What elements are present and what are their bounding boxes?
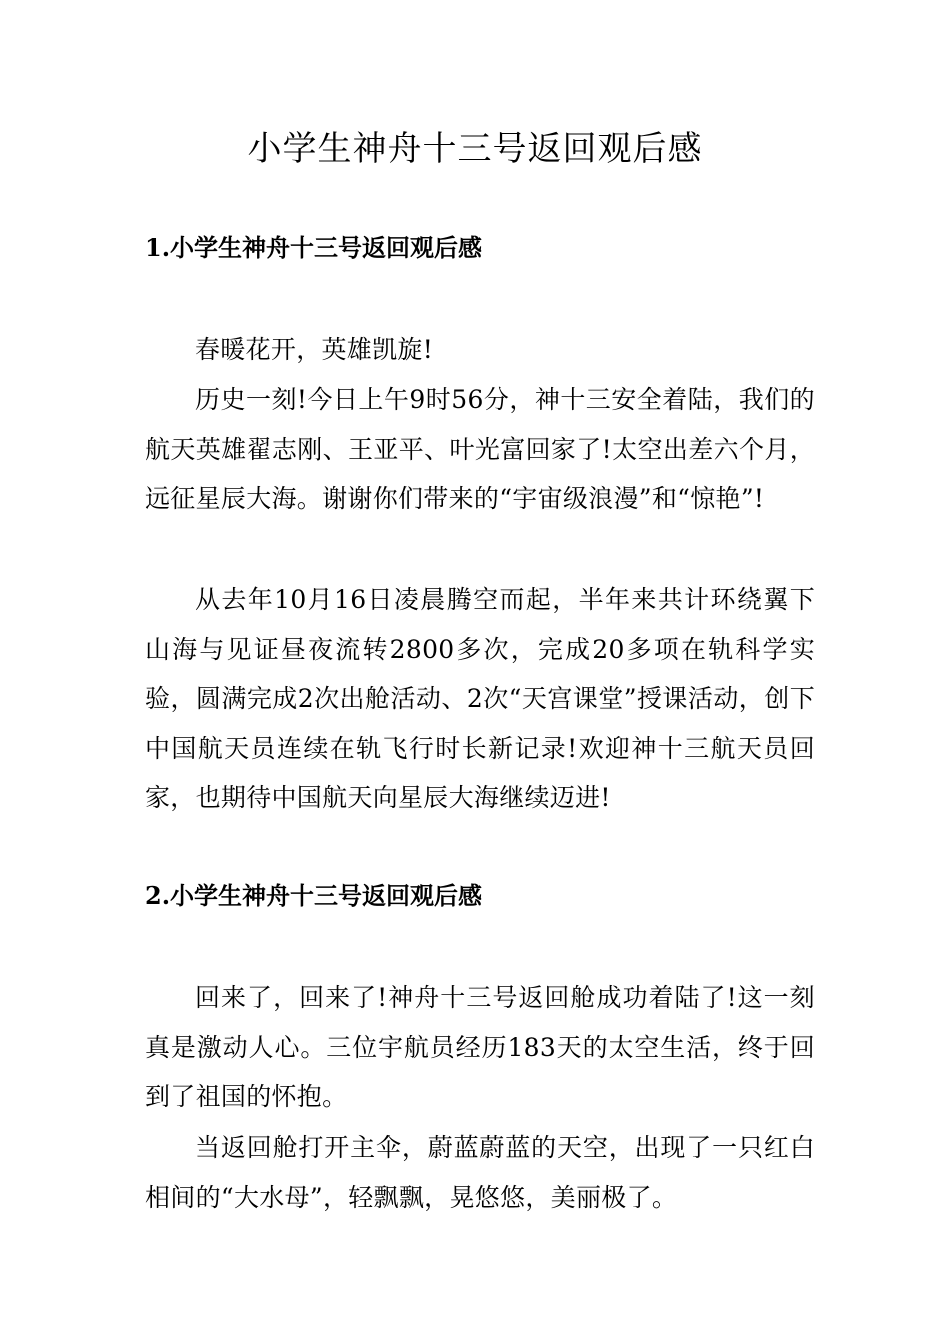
section-heading-2: 2.小学生神舟十三号返回观后感 bbox=[145, 881, 483, 910]
section-2-paragraph-1: 回来了，回来了!神舟十三号返回舱成功着陆了!这一刻真是激动人心。三位宇航员经历183天的太空生活，终于回到了祖国的怀抱。 bbox=[145, 983, 815, 1111]
section-1-paragraph-3: 从去年10月16日凌晨腾空而起，半年来共计环绕翼下山海与见证昼夜流转2800多次，完成20多项在轨科学实验，圆满完成2次出舱活动、2次“天宫课堂”授课活动，创下中国航天员连续在轨飞行时长新记录!欢迎神十三航天员回家，也期待中国航天向星辰大海继续迈进! bbox=[145, 585, 815, 812]
section-1-paragraph-1: 春暖花开，英雄凯旋! bbox=[195, 335, 434, 364]
section-2-paragraph-2: 当返回舱打开主伞，蔚蓝蔚蓝的天空，出现了一只红白相间的“大水母”，轻飘飘，晃悠悠，美丽极了。 bbox=[145, 1133, 815, 1212]
section-heading-1: 1.小学生神舟十三号返回观后感 bbox=[145, 233, 483, 262]
section-1-paragraph-2: 历史一刻!今日上午9时56分，神十三安全着陆，我们的航天英雄翟志刚、王亚平、叶光富回家了!太空出差六个月，远征星辰大海。谢谢你们带来的“宇宙级浪漫”和“惊艳”! bbox=[145, 385, 815, 513]
document-title: 小学生神舟十三号返回观后感 bbox=[247, 129, 703, 169]
